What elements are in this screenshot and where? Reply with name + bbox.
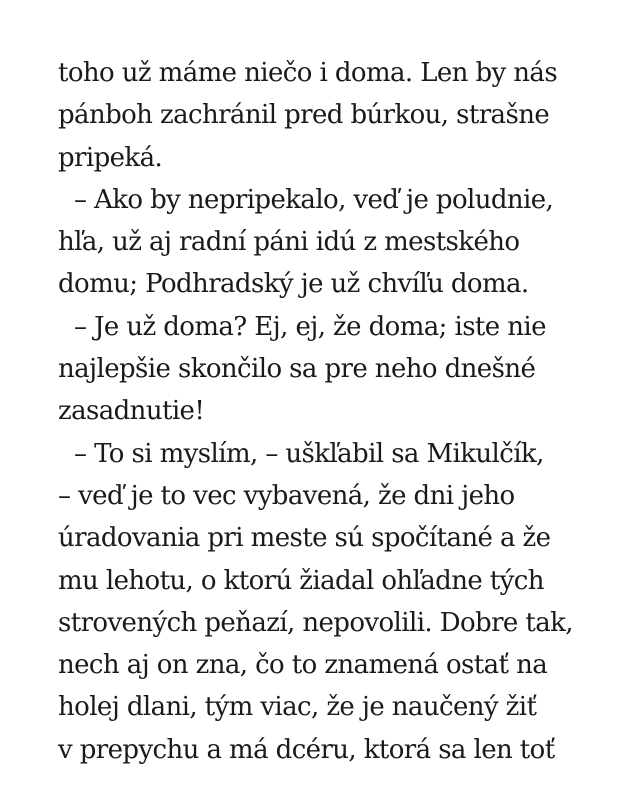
text-line: strovených peňazí, nepovolili. Dobre tak,: [58, 607, 573, 638]
text-line: zasadnutie!: [58, 396, 205, 427]
text-line: domu; Podhradský je už chvíľu doma.: [58, 269, 529, 300]
text-line: – Je už doma? Ej, ej, že doma; iste nie: [74, 311, 546, 342]
text-line: – Ako by nepripekalo, veď je poludnie,: [74, 184, 554, 215]
text-line: – To si myslím, – uškľabil sa Mikulčík,: [74, 438, 544, 469]
text-line: pánboh zachránil pred búrkou, strašne: [58, 100, 550, 131]
text-line: úradovania pri meste sú spočítané a že: [58, 523, 551, 554]
text-line: holej dlani, tým viac, že je naučený žiť: [58, 692, 537, 723]
text-line: toho už máme niečo i doma. Len by nás: [58, 58, 558, 88]
text-line: pripeká.: [58, 142, 163, 173]
text-line: mu lehotu, o ktorú žiadal ohľadne tých: [58, 565, 544, 596]
text-line: v prepychu a má dcéru, ktorá sa len toť: [58, 734, 555, 765]
text-line: najlepšie skončilo sa pre neho dnešné: [58, 354, 536, 385]
text-line: hľa, už aj radní páni idú z mestského: [58, 227, 520, 258]
text-line: nech aj on zna, čo to znamená ostať na: [58, 650, 548, 681]
text-line: – veď je to vec vybavená, že dni jeho: [58, 480, 515, 511]
reading-page: [58, 52, 628, 771]
